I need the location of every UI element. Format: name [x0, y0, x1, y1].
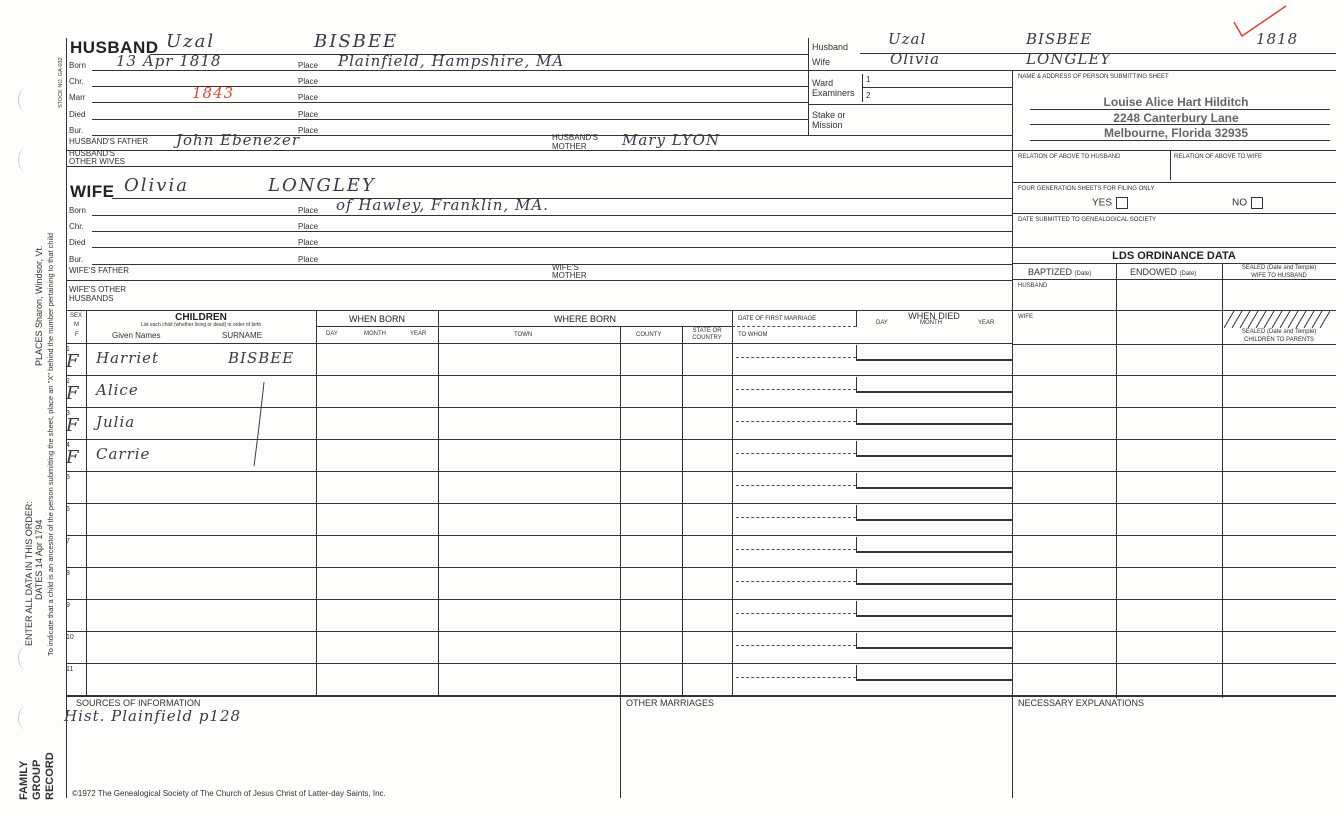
died-line: [856, 391, 1012, 393]
lds-row-line: [1012, 631, 1336, 632]
place-label: Place: [298, 110, 319, 119]
where-born-label: WHERE BORN: [553, 314, 616, 324]
child-number: 10: [66, 634, 74, 641]
husband-father-name: John Ebenezer: [176, 131, 301, 149]
husband-bur-label: Bur.: [69, 126, 84, 135]
sex-m-label: M: [74, 322, 79, 328]
examiners-label: Examiners: [812, 88, 855, 98]
lds-row-line: [1012, 439, 1336, 440]
year-label: YEAR: [410, 331, 427, 337]
submitter-label: NAME & ADDRESS OF PERSON SUBMITTING SHEET: [1018, 74, 1169, 80]
died-tick: [856, 537, 857, 551]
binder-hole: [18, 88, 35, 112]
died-tick: [856, 505, 857, 519]
header-husband-given: Uzal: [888, 30, 927, 48]
died-day-label: DAY: [876, 320, 888, 326]
child-number: 5: [66, 474, 70, 481]
header-year: 1818: [1256, 30, 1299, 48]
lds-row-line: [1012, 407, 1336, 408]
header-husband-label: Husband: [812, 42, 849, 52]
row-line: [66, 471, 1012, 472]
binder-hole: [18, 148, 35, 172]
died-tick: [856, 441, 857, 455]
binder-hole: [18, 706, 35, 730]
lds-title: LDS ORDINANCE DATA: [1112, 250, 1236, 262]
record-title: FAMILY: [18, 760, 30, 800]
husband-born-date: 13 Apr 1818: [116, 52, 222, 70]
died-tick: [856, 377, 857, 391]
submitter-street: 2248 Canterbury Lane: [1113, 111, 1239, 125]
state-label: STATE OR: [692, 328, 722, 334]
child-number: 9: [66, 602, 70, 609]
lds-sealed-children: CHILDREN TO PARENTS: [1243, 337, 1314, 343]
lds-row-line: [1012, 567, 1336, 568]
marriage-date-line: [736, 549, 856, 550]
child-number: 8: [66, 570, 70, 577]
binder-hole: [18, 646, 35, 670]
submitter-city: Melbourne, Florida 32935: [1103, 126, 1249, 140]
when-born-label: WHEN BORN: [349, 314, 405, 324]
lds-endowed: ENDOWED (Date): [1130, 267, 1197, 277]
no-label: NO: [1232, 197, 1247, 209]
examiner-2: 2: [866, 91, 871, 100]
died-line: [856, 647, 1012, 649]
wife-heading: WIFE: [70, 182, 115, 201]
lds-row-line: [1012, 599, 1336, 600]
died-line: [856, 679, 1012, 681]
lds-row-line: [1012, 503, 1336, 504]
husband-surname: BISBEE: [314, 31, 399, 52]
lds-row-line: [1012, 471, 1336, 472]
marriage-date-line: [736, 517, 856, 518]
child-number: 1: [66, 346, 70, 353]
husband-given-name: Uzal: [166, 31, 216, 52]
no-checkbox[interactable]: [1232, 197, 1263, 209]
record-title: GROUP: [31, 759, 43, 800]
marriage-date-line: [736, 453, 856, 454]
child-number: 7: [66, 538, 70, 545]
children-instruction: List each child (whether living or dead) in order of birth: [140, 322, 262, 328]
husband-other-wives-label: OTHER WIVES: [69, 157, 126, 166]
sources-label: SOURCES OF INFORMATION: [76, 698, 201, 708]
wife-died-label: Died: [69, 238, 86, 247]
husband-chr-label: Chr.: [69, 77, 84, 86]
child-sex: F: [66, 415, 81, 436]
lds-baptized: BAPTIZED (Date): [1028, 267, 1092, 277]
to-whom-label: TO WHOM: [738, 332, 768, 338]
lds-row-line: [1012, 535, 1336, 536]
relation-husband-label: RELATION OF ABOVE TO HUSBAND: [1018, 154, 1121, 160]
died-line: [856, 487, 1012, 489]
child-number: 3: [66, 410, 70, 417]
died-month-label: MONTH: [920, 320, 942, 326]
marriage-date-line: [736, 357, 856, 358]
died-tick: [856, 345, 857, 359]
died-tick: [856, 409, 857, 423]
wife-mother-label: MOTHER: [552, 271, 587, 280]
stock-number: STOCK NO. GA-032: [58, 57, 64, 108]
yes-checkbox[interactable]: [1092, 197, 1128, 209]
marriage-date-line: [736, 677, 856, 678]
died-tick: [856, 473, 857, 487]
row-line: [66, 567, 1012, 568]
children-title: CHILDREN: [175, 312, 227, 323]
place-label: Place: [298, 93, 319, 102]
child-sex: F: [66, 383, 81, 404]
died-tick: [856, 633, 857, 647]
husband-mother-label: MOTHER: [552, 142, 587, 151]
child-sex: F: [66, 447, 81, 468]
marriage-date-line: [736, 581, 856, 582]
died-line: [856, 455, 1012, 457]
husband-born-label: Born: [69, 61, 86, 70]
died-tick: [856, 665, 857, 679]
died-year-label: YEAR: [978, 320, 995, 326]
place-label: Place: [298, 206, 319, 215]
marriage-date-line: [736, 421, 856, 422]
wife-mother-label: WIFE'S: [552, 263, 579, 272]
marriage-date-line: [736, 613, 856, 614]
hatched-box: [1224, 311, 1330, 328]
child-sex: F: [66, 351, 81, 372]
header-wife-given: Olivia: [890, 50, 941, 68]
place-label: Place: [298, 255, 319, 264]
sources-value: Hist. Plainfield p128: [64, 707, 242, 725]
row-line: [66, 503, 1012, 504]
row-line: [66, 663, 1012, 664]
husband-heading: HUSBAND: [70, 38, 159, 57]
husband-died-label: Died: [69, 110, 86, 119]
side-indicate: To indicate that a child is an ancestor of the person submitting the sheet, place an "X" behind the number pertaining to that child: [46, 232, 55, 656]
side-enter: ENTER ALL DATA IN THIS ORDER:: [24, 501, 34, 646]
ward-label: Ward: [812, 78, 834, 88]
examiner-1: 1: [866, 75, 871, 84]
mission-label: Mission: [812, 120, 843, 130]
child-given-name: Alice: [96, 381, 139, 399]
row-line: [66, 599, 1012, 600]
date-submitted-label: DATE SUBMITTED TO GENEALOGICAL SOCIETY: [1018, 217, 1157, 223]
county-label: COUNTY: [636, 332, 662, 338]
other-marriages-label: OTHER MARRIAGES: [626, 698, 715, 708]
lds-sealed-children: SEALED (Date and Temple): [1241, 329, 1317, 335]
yes-label: YES: [1092, 197, 1113, 209]
relation-wife-label: RELATION OF ABOVE TO WIFE: [1174, 154, 1263, 160]
given-names-label: Given Names: [112, 331, 161, 340]
place-label: Place: [298, 238, 319, 247]
died-line: [856, 359, 1012, 361]
marriage-date-line: [736, 645, 856, 646]
row-line: [66, 439, 1012, 440]
place-label: Place: [298, 126, 319, 135]
wife-bur-label: Bur.: [69, 255, 84, 264]
header-wife-label: Wife: [812, 57, 830, 67]
died-line: [856, 551, 1012, 553]
submitter-name: Louise Alice Hart Hilditch: [1103, 95, 1249, 109]
stake-label: Stake or: [812, 110, 846, 120]
wife-other-husbands-label: HUSBANDS: [69, 294, 114, 303]
died-line: [856, 423, 1012, 425]
place-label: Place: [298, 77, 319, 86]
child-number: 4: [66, 442, 70, 449]
husband-marr-label: Marr: [69, 93, 86, 102]
surname-label: SURNAME: [222, 331, 263, 340]
lds-sealed-wife: SEALED (Date and Temple): [1241, 265, 1317, 271]
lds-row-line: [1012, 663, 1336, 664]
child-given-name: Harriet: [96, 349, 160, 367]
wife-born-place: of Hawley, Franklin, MA.: [336, 196, 549, 214]
lds-sealed-wife: WIFE TO HUSBAND: [1251, 273, 1307, 279]
child-number: 11: [66, 666, 74, 673]
bracket-line: [250, 380, 270, 470]
died-line: [856, 615, 1012, 617]
header-wife-surname: LONGLEY: [1026, 50, 1112, 68]
husband-born-place: Plainfield, Hampshire, MA: [338, 52, 565, 70]
lds-husband-label: HUSBAND: [1018, 283, 1048, 289]
when-died-label: WHEN DIED: [908, 311, 960, 321]
wife-given-name: Olivia: [124, 175, 189, 196]
row-line: [66, 375, 1012, 376]
town-label: TOWN: [514, 332, 533, 338]
side-dates: DATES 14 Apr 1794: [34, 519, 44, 600]
row-line: [66, 535, 1012, 536]
first-marriage-label: DATE OF FIRST MARRIAGE: [738, 316, 817, 322]
four-generation-label: FOUR GENERATION SHEETS FOR FILING ONLY: [1018, 186, 1155, 192]
child-given-name: Carrie: [96, 445, 151, 463]
wife-surname: LONGLEY: [268, 175, 376, 196]
wife-other-husbands-label: WIFE'S OTHER: [69, 285, 127, 294]
child-given-name: Julia: [96, 413, 136, 431]
marriage-date-line: [736, 389, 856, 390]
husband-marr-date: 1843: [192, 84, 235, 102]
place-label: Place: [298, 61, 319, 70]
place-label: Place: [298, 222, 319, 231]
wife-father-label: WIFE'S FATHER: [69, 266, 130, 275]
died-line: [856, 519, 1012, 521]
header-husband-surname: BISBEE: [1026, 30, 1093, 48]
row-line: [66, 407, 1012, 408]
side-places: PLACES Sharon, Windsor, Vt.: [34, 245, 44, 366]
died-tick: [856, 601, 857, 615]
day-label: DAY: [326, 331, 338, 337]
died-line: [856, 583, 1012, 585]
child-surname: BISBEE: [228, 349, 295, 367]
husband-father-label: HUSBAND'S FATHER: [69, 137, 149, 146]
wife-chr-label: Chr.: [69, 222, 84, 231]
wife-born-label: Born: [69, 206, 86, 215]
copyright: ©1972 The Genealogical Society of The Church of Jesus Christ of Latter-day Saints, Inc.: [72, 789, 386, 798]
row-line: [66, 631, 1012, 632]
child-number: 2: [66, 378, 70, 385]
lds-wife-label: WIFE: [1018, 314, 1033, 320]
record-title: RECORD: [44, 752, 56, 800]
husband-mother-label: HUSBAND'S: [552, 133, 598, 142]
husband-other-wives-label: HUSBAND'S: [69, 149, 115, 158]
sex-label: SEX: [70, 313, 83, 319]
state-label: COUNTRY: [692, 335, 722, 341]
sex-f-label: F: [75, 332, 79, 338]
marriage-date-line: [736, 485, 856, 486]
husband-mother-name: Mary LYON: [622, 131, 721, 149]
month-label: MONTH: [364, 331, 386, 337]
child-number: 6: [66, 506, 70, 513]
died-tick: [856, 569, 857, 583]
explanations-label: NECESSARY EXPLANATIONS: [1018, 698, 1145, 708]
lds-row-line: [1012, 375, 1336, 376]
